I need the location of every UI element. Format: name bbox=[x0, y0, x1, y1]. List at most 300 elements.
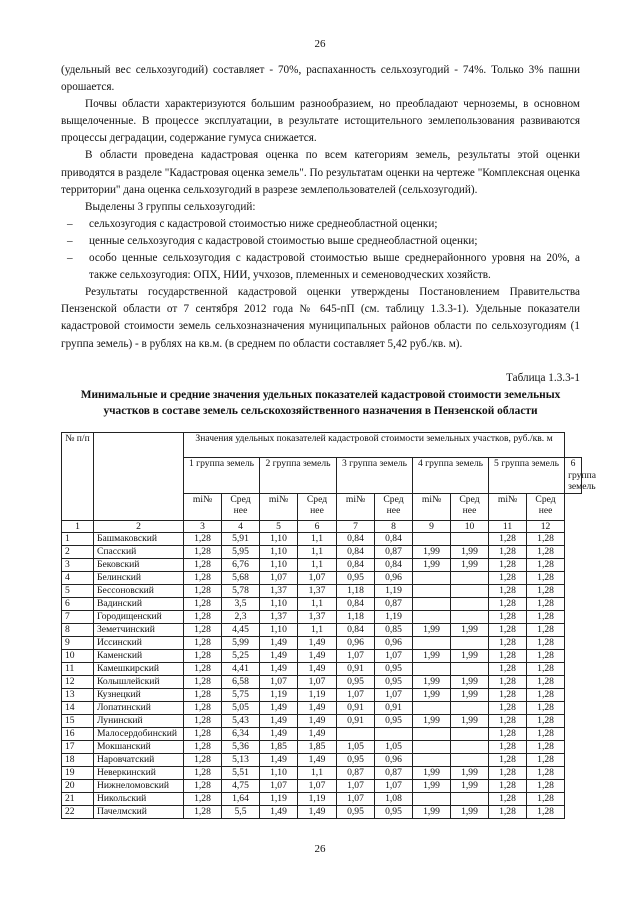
value-cell: 1,28 bbox=[489, 559, 527, 572]
value-cell: 0,91 bbox=[337, 715, 375, 728]
value-cell: 0,87 bbox=[375, 767, 413, 780]
value-cell: 1,28 bbox=[527, 624, 565, 637]
header-number-cell: № п/п bbox=[62, 433, 94, 521]
table-row bbox=[62, 715, 582, 728]
value-cell: 5,25 bbox=[222, 650, 260, 663]
district-name-cell: Кузнецкий bbox=[94, 689, 184, 702]
value-cell bbox=[451, 741, 489, 754]
value-cell: 1,28 bbox=[184, 715, 222, 728]
value-cell: 1,85 bbox=[298, 741, 337, 754]
table-row bbox=[62, 767, 582, 780]
row-number-cell: 2 bbox=[62, 546, 94, 559]
value-cell: 1,10 bbox=[260, 624, 298, 637]
value-cell: 1,49 bbox=[260, 754, 298, 767]
value-cell: 1,28 bbox=[489, 767, 527, 780]
header-values-cell: Значения удельных показателей кадастровой стоимости земельных участков, руб./кв. м bbox=[184, 433, 565, 458]
value-cell: 1,99 bbox=[413, 780, 451, 793]
value-cell: 1,19 bbox=[298, 689, 337, 702]
value-cell: 1,28 bbox=[527, 559, 565, 572]
value-cell: 1,64 bbox=[222, 793, 260, 806]
group-header: 1 группа земель bbox=[184, 458, 260, 494]
row-number-cell: 9 bbox=[62, 637, 94, 650]
value-cell: 4,41 bbox=[222, 663, 260, 676]
value-cell: 0,84 bbox=[337, 624, 375, 637]
value-cell: 0,96 bbox=[337, 637, 375, 650]
district-name-cell: Никольский bbox=[94, 793, 184, 806]
table-caption: Минимальные и средние значения удельных показателей кадастровой стоимости земельных участков в составе земель сельскохозяйственного назначения в Пензенской области bbox=[80, 389, 561, 417]
value-cell bbox=[451, 728, 489, 741]
value-cell: 1,99 bbox=[413, 715, 451, 728]
district-name-cell: Камешкирский bbox=[94, 663, 184, 676]
value-cell: 1,1 bbox=[298, 559, 337, 572]
value-cell: 1,99 bbox=[451, 806, 489, 819]
table-row bbox=[62, 754, 582, 767]
value-cell: 5,68 bbox=[222, 572, 260, 585]
groups-list bbox=[61, 216, 580, 284]
value-cell: 1,28 bbox=[527, 533, 565, 546]
value-cell: 1,28 bbox=[527, 676, 565, 689]
value-cell: 1,28 bbox=[527, 754, 565, 767]
value-cell: 0,87 bbox=[337, 767, 375, 780]
value-cell: 1,85 bbox=[260, 741, 298, 754]
table-row bbox=[62, 650, 582, 663]
value-cell: 1,19 bbox=[375, 585, 413, 598]
value-cell: 2,3 bbox=[222, 611, 260, 624]
value-cell: 1,28 bbox=[184, 767, 222, 780]
value-cell: 1,18 bbox=[337, 585, 375, 598]
value-cell: 1,28 bbox=[489, 741, 527, 754]
value-cell: 1,07 bbox=[260, 780, 298, 793]
value-cell: 0,96 bbox=[375, 572, 413, 585]
value-cell: 6,76 bbox=[222, 559, 260, 572]
table-row bbox=[62, 741, 582, 754]
paragraph: В области проведена кадастровая оценка по всем категориям земель, результаты этой оценки приводятся в разделе "Кадастровая оценка земель". По результатам оценки на чертеже "Комплексная оценка территории" дана оценка сельхозугодий в разрезе землепользователей (сельхозугодий). bbox=[61, 149, 580, 196]
value-cell: 5,95 bbox=[222, 546, 260, 559]
value-cell: 1,07 bbox=[375, 780, 413, 793]
value-cell: 1,28 bbox=[527, 793, 565, 806]
list-item: – ценные сельхозугодия с кадастровой стоимостью выше среднеобластной оценки; bbox=[61, 233, 580, 250]
value-cell: 0,91 bbox=[337, 663, 375, 676]
group-header: 3 группа земель bbox=[337, 458, 413, 494]
table-row bbox=[62, 624, 582, 637]
value-cell: 1,99 bbox=[413, 624, 451, 637]
value-cell bbox=[451, 793, 489, 806]
value-cell: 1,28 bbox=[184, 611, 222, 624]
value-cell: 0,84 bbox=[375, 559, 413, 572]
value-cell: 1,28 bbox=[489, 585, 527, 598]
value-cell: 1,49 bbox=[298, 754, 337, 767]
value-cell bbox=[413, 572, 451, 585]
row-number-cell: 18 bbox=[62, 754, 94, 767]
subheader-avg: Сред нее bbox=[222, 493, 260, 520]
value-cell: 1,08 bbox=[375, 793, 413, 806]
district-name-cell: Лопатинский bbox=[94, 702, 184, 715]
row-number-cell: 15 bbox=[62, 715, 94, 728]
paragraph: (удельный вес сельхозугодий) составляет - 70%, распаханность сельхозугодий - 74%. Только 3% пашни орошается. bbox=[61, 64, 580, 94]
value-cell: 0,95 bbox=[375, 663, 413, 676]
value-cell: 1,19 bbox=[260, 689, 298, 702]
subheader-min: mi№ bbox=[337, 493, 375, 520]
value-cell: 1,07 bbox=[337, 793, 375, 806]
value-cell: 0,87 bbox=[375, 598, 413, 611]
value-cell: 1,99 bbox=[413, 767, 451, 780]
value-cell: 5,43 bbox=[222, 715, 260, 728]
value-cell: 1,28 bbox=[489, 715, 527, 728]
district-name-cell: Спасский bbox=[94, 546, 184, 559]
value-cell: 1,18 bbox=[337, 611, 375, 624]
value-cell: 1,28 bbox=[527, 572, 565, 585]
value-cell: 1,28 bbox=[527, 728, 565, 741]
value-cell: 1,28 bbox=[489, 676, 527, 689]
subheader-min: mi№ bbox=[260, 493, 298, 520]
district-name-cell: Белинский bbox=[94, 572, 184, 585]
value-cell: 0,84 bbox=[337, 546, 375, 559]
list-item: – сельхозугодия с кадастровой стоимостью ниже среднеобластной оценки; bbox=[61, 216, 580, 233]
table-row bbox=[62, 689, 582, 702]
value-cell: 1,49 bbox=[298, 702, 337, 715]
value-cell: 0,84 bbox=[337, 559, 375, 572]
value-cell: 1,28 bbox=[184, 585, 222, 598]
value-cell: 1,37 bbox=[260, 611, 298, 624]
value-cell: 5,36 bbox=[222, 741, 260, 754]
district-name-cell: Пачелмский bbox=[94, 806, 184, 819]
subheader-avg: Сред нее bbox=[298, 493, 337, 520]
value-cell: 1,49 bbox=[260, 702, 298, 715]
column-number-cell: 4 bbox=[222, 520, 260, 533]
value-cell bbox=[413, 533, 451, 546]
value-cell: 1,28 bbox=[527, 637, 565, 650]
value-cell: 5,51 bbox=[222, 767, 260, 780]
table-row bbox=[62, 546, 582, 559]
value-cell: 1,49 bbox=[260, 806, 298, 819]
value-cell: 0,91 bbox=[337, 702, 375, 715]
value-cell bbox=[413, 663, 451, 676]
table-row bbox=[62, 637, 582, 650]
value-cell: 5,05 bbox=[222, 702, 260, 715]
table-row bbox=[62, 702, 582, 715]
value-cell: 1,99 bbox=[413, 676, 451, 689]
value-cell: 1,28 bbox=[527, 650, 565, 663]
row-number-cell: 22 bbox=[62, 806, 94, 819]
value-cell: 1,28 bbox=[489, 546, 527, 559]
value-cell: 1,49 bbox=[298, 715, 337, 728]
district-name-cell: Бессоновский bbox=[94, 585, 184, 598]
table-row bbox=[62, 585, 582, 598]
value-cell: 1,49 bbox=[260, 663, 298, 676]
list-item: – особо ценные сельхозугодия с кадастровой стоимостью выше среднерайонного уровня на 20%, а также сельхозугодия: ОПХ, НИИ, учхозов, племенных и семеноводческих хозяйств. bbox=[61, 250, 580, 284]
row-number-cell: 14 bbox=[62, 702, 94, 715]
value-cell: 1,1 bbox=[298, 767, 337, 780]
value-cell: 0,95 bbox=[337, 806, 375, 819]
value-cell bbox=[413, 702, 451, 715]
column-number-cell: 10 bbox=[451, 520, 489, 533]
column-number-cell: 12 bbox=[527, 520, 565, 533]
value-cell: 1,28 bbox=[489, 637, 527, 650]
group-header: 4 группа земель bbox=[413, 458, 489, 494]
value-cell: 1,99 bbox=[451, 767, 489, 780]
value-cell: 1,99 bbox=[451, 715, 489, 728]
value-cell: 1,07 bbox=[375, 650, 413, 663]
row-number-cell: 3 bbox=[62, 559, 94, 572]
district-name-cell: Башмаковский bbox=[94, 533, 184, 546]
value-cell: 1,99 bbox=[451, 676, 489, 689]
value-cell: 1,10 bbox=[260, 533, 298, 546]
value-cell: 1,28 bbox=[489, 806, 527, 819]
value-cell: 5,91 bbox=[222, 533, 260, 546]
value-cell: 1,49 bbox=[260, 650, 298, 663]
value-cell: 0,95 bbox=[375, 715, 413, 728]
district-name-cell: Каменский bbox=[94, 650, 184, 663]
value-cell: 1,28 bbox=[527, 767, 565, 780]
value-cell: 1,99 bbox=[451, 624, 489, 637]
value-cell: 1,19 bbox=[298, 793, 337, 806]
row-number-cell: 10 bbox=[62, 650, 94, 663]
value-cell: 0,87 bbox=[375, 546, 413, 559]
row-number-cell: 21 bbox=[62, 793, 94, 806]
table-row bbox=[62, 793, 582, 806]
value-cell: 1,28 bbox=[184, 546, 222, 559]
value-cell: 1,99 bbox=[451, 650, 489, 663]
table-row bbox=[62, 806, 582, 819]
value-cell: 1,05 bbox=[375, 741, 413, 754]
value-cell: 1,19 bbox=[260, 793, 298, 806]
value-cell: 1,37 bbox=[298, 585, 337, 598]
value-cell: 1,49 bbox=[298, 728, 337, 741]
value-cell: 1,28 bbox=[489, 754, 527, 767]
cadastral-value-table bbox=[61, 432, 597, 819]
value-cell: 1,07 bbox=[298, 676, 337, 689]
district-name-cell: Иссинский bbox=[94, 637, 184, 650]
value-cell: 0,95 bbox=[337, 572, 375, 585]
district-name-cell: Малосердобинский bbox=[94, 728, 184, 741]
subheader-min: mi№ bbox=[413, 493, 451, 520]
value-cell: 1,28 bbox=[489, 663, 527, 676]
value-cell bbox=[451, 598, 489, 611]
group-header: 2 группа земель bbox=[260, 458, 337, 494]
table-row bbox=[62, 533, 582, 546]
value-cell bbox=[451, 585, 489, 598]
value-cell: 1,07 bbox=[337, 780, 375, 793]
value-cell: 5,78 bbox=[222, 585, 260, 598]
value-cell: 1,28 bbox=[527, 598, 565, 611]
value-cell: 1,99 bbox=[451, 780, 489, 793]
value-cell: 1,99 bbox=[413, 806, 451, 819]
value-cell: 1,28 bbox=[184, 702, 222, 715]
column-number-cell: 5 bbox=[260, 520, 298, 533]
value-cell: 1,28 bbox=[527, 663, 565, 676]
value-cell: 1,28 bbox=[489, 572, 527, 585]
value-cell: 1,07 bbox=[298, 780, 337, 793]
value-cell: 1,10 bbox=[260, 598, 298, 611]
district-name-cell: Неверкинский bbox=[94, 767, 184, 780]
value-cell bbox=[413, 611, 451, 624]
column-number-cell: 1 bbox=[62, 520, 94, 533]
subheader-min: mi№ bbox=[184, 493, 222, 520]
value-cell: 1,07 bbox=[337, 689, 375, 702]
row-number-cell: 7 bbox=[62, 611, 94, 624]
value-cell: 1,49 bbox=[298, 650, 337, 663]
row-number-cell: 16 bbox=[62, 728, 94, 741]
value-cell: 1,99 bbox=[413, 559, 451, 572]
value-cell: 1,1 bbox=[298, 546, 337, 559]
value-cell: 5,5 bbox=[222, 806, 260, 819]
value-cell: 1,28 bbox=[527, 585, 565, 598]
value-cell: 5,75 bbox=[222, 689, 260, 702]
value-cell: 1,28 bbox=[184, 806, 222, 819]
subheader-avg: Сред нее bbox=[451, 493, 489, 520]
value-cell: 1,1 bbox=[298, 598, 337, 611]
value-cell: 1,05 bbox=[337, 741, 375, 754]
table-body bbox=[62, 533, 582, 819]
district-name-cell: Нижнеломовский bbox=[94, 780, 184, 793]
value-cell: 1,28 bbox=[489, 728, 527, 741]
value-cell: 1,07 bbox=[375, 689, 413, 702]
value-cell bbox=[413, 585, 451, 598]
value-cell: 1,49 bbox=[298, 637, 337, 650]
value-cell bbox=[451, 637, 489, 650]
value-cell: 1,28 bbox=[527, 611, 565, 624]
value-cell: 0,95 bbox=[337, 676, 375, 689]
value-cell: 4,45 bbox=[222, 624, 260, 637]
value-cell bbox=[413, 598, 451, 611]
value-cell: 1,28 bbox=[184, 559, 222, 572]
district-name-cell: Городищенский bbox=[94, 611, 184, 624]
row-number-cell: 19 bbox=[62, 767, 94, 780]
value-cell bbox=[451, 572, 489, 585]
column-number-cell: 6 bbox=[298, 520, 337, 533]
table-row bbox=[62, 676, 582, 689]
column-number-cell: 7 bbox=[337, 520, 375, 533]
value-cell: 1,07 bbox=[337, 650, 375, 663]
value-cell: 1,28 bbox=[489, 533, 527, 546]
row-number-cell: 6 bbox=[62, 598, 94, 611]
value-cell: 1,28 bbox=[527, 741, 565, 754]
value-cell: 1,28 bbox=[184, 533, 222, 546]
value-cell: 1,07 bbox=[260, 676, 298, 689]
column-number-cell: 2 bbox=[94, 520, 184, 533]
value-cell: 1,28 bbox=[489, 689, 527, 702]
value-cell: 1,99 bbox=[413, 546, 451, 559]
value-cell: 1,28 bbox=[184, 650, 222, 663]
district-name-cell: Лунинский bbox=[94, 715, 184, 728]
table-row bbox=[62, 663, 582, 676]
table-row bbox=[62, 598, 582, 611]
value-cell: 1,28 bbox=[527, 546, 565, 559]
value-cell: 1,49 bbox=[260, 728, 298, 741]
district-name-cell: Бековский bbox=[94, 559, 184, 572]
value-cell bbox=[337, 728, 375, 741]
subheader-min: mi№ bbox=[489, 493, 527, 520]
value-cell: 1,28 bbox=[184, 793, 222, 806]
value-cell: 1,99 bbox=[413, 689, 451, 702]
value-cell: 1,10 bbox=[260, 767, 298, 780]
value-cell: 1,49 bbox=[298, 806, 337, 819]
value-cell: 1,28 bbox=[184, 754, 222, 767]
row-number-cell: 13 bbox=[62, 689, 94, 702]
column-number-cell: 3 bbox=[184, 520, 222, 533]
row-number-cell: 20 bbox=[62, 780, 94, 793]
column-number-row bbox=[62, 520, 582, 533]
value-cell: 1,28 bbox=[184, 637, 222, 650]
value-cell: 0,95 bbox=[375, 806, 413, 819]
row-number-cell: 4 bbox=[62, 572, 94, 585]
table-row bbox=[62, 572, 582, 585]
value-cell bbox=[413, 728, 451, 741]
value-cell bbox=[451, 702, 489, 715]
group-header: 6 группа земель bbox=[565, 458, 582, 494]
value-cell: 3,5 bbox=[222, 598, 260, 611]
row-number-cell: 17 bbox=[62, 741, 94, 754]
row-number-cell: 5 bbox=[62, 585, 94, 598]
value-cell: 1,28 bbox=[489, 624, 527, 637]
table-number: Таблица 1.3.3-1 bbox=[506, 372, 580, 384]
value-cell: 1,07 bbox=[260, 572, 298, 585]
subheader-avg: Сред нее bbox=[527, 493, 565, 520]
value-cell: 0,84 bbox=[375, 533, 413, 546]
value-cell: 1,07 bbox=[298, 572, 337, 585]
value-cell: 1,49 bbox=[298, 663, 337, 676]
value-cell: 1,28 bbox=[184, 689, 222, 702]
page-number-bottom: 26 bbox=[314, 843, 326, 855]
value-cell: 1,28 bbox=[184, 780, 222, 793]
value-cell: 4,75 bbox=[222, 780, 260, 793]
value-cell: 5,13 bbox=[222, 754, 260, 767]
table-row bbox=[62, 780, 582, 793]
value-cell: 6,34 bbox=[222, 728, 260, 741]
group-header: 5 группа земель bbox=[489, 458, 565, 494]
value-cell: 0,95 bbox=[375, 676, 413, 689]
value-cell: 0,85 bbox=[375, 624, 413, 637]
column-number-cell: 8 bbox=[375, 520, 413, 533]
value-cell: 1,28 bbox=[184, 728, 222, 741]
value-cell: 1,99 bbox=[451, 559, 489, 572]
district-name-cell: Вадинский bbox=[94, 598, 184, 611]
value-cell: 1,28 bbox=[184, 598, 222, 611]
column-number-cell: 9 bbox=[413, 520, 451, 533]
value-cell bbox=[375, 728, 413, 741]
row-number-cell: 8 bbox=[62, 624, 94, 637]
value-cell: 1,28 bbox=[489, 598, 527, 611]
value-cell: 1,99 bbox=[413, 650, 451, 663]
value-cell: 1,28 bbox=[489, 702, 527, 715]
paragraph: Почвы области характеризуются большим разнообразием, но преобладают черноземы, в основном выщелоченные. В процессе эксплуатации, в результате истощительного землепользования развиваются процессы деградации, содержание гумуса снижается. bbox=[61, 98, 580, 145]
value-cell: 1,28 bbox=[184, 572, 222, 585]
value-cell: 1,99 bbox=[451, 689, 489, 702]
value-cell: 1,49 bbox=[260, 715, 298, 728]
value-cell: 1,28 bbox=[184, 663, 222, 676]
value-cell: 1,28 bbox=[527, 806, 565, 819]
value-cell bbox=[413, 741, 451, 754]
row-number-cell: 12 bbox=[62, 676, 94, 689]
value-cell: 1,28 bbox=[184, 741, 222, 754]
value-cell bbox=[451, 663, 489, 676]
value-cell: 1,37 bbox=[260, 585, 298, 598]
value-cell: 1,99 bbox=[451, 546, 489, 559]
table-row bbox=[62, 559, 582, 572]
value-cell bbox=[413, 637, 451, 650]
value-cell: 0,84 bbox=[337, 598, 375, 611]
subheader-avg: Сред нее bbox=[375, 493, 413, 520]
value-cell: 1,10 bbox=[260, 559, 298, 572]
value-cell: 1,1 bbox=[298, 624, 337, 637]
value-cell: 0,84 bbox=[337, 533, 375, 546]
district-name-cell: Наровчатский bbox=[94, 754, 184, 767]
value-cell: 1,28 bbox=[489, 650, 527, 663]
value-cell: 1,28 bbox=[527, 715, 565, 728]
value-cell bbox=[451, 754, 489, 767]
value-cell: 5,99 bbox=[222, 637, 260, 650]
header-blank-cell bbox=[94, 433, 184, 521]
